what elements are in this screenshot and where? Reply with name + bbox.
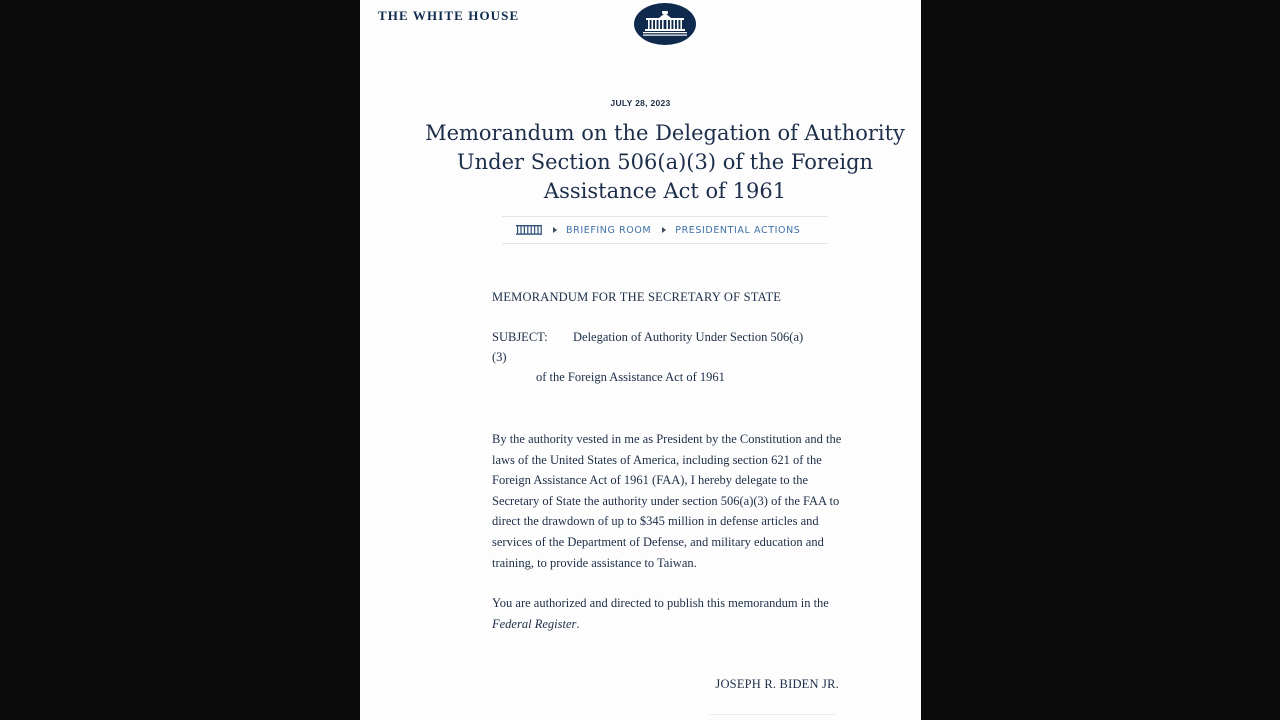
memo-subject: [492, 327, 852, 367]
subject-line-2: (3): [492, 350, 507, 364]
publish-date: JULY 28, 2023: [610, 98, 671, 108]
body-paragraph-2: [492, 593, 852, 634]
body-paragraph-1: By the authority vested in me as President by the Constitution and the laws of the United States of America, including section 621 of the Foreign Assistance Act of 1961 (FAA), I hereby delegate to the Secretary of State the authority under section 506(a)(3) of the FAA to direct the drawdown of up to $345 million in defense articles and services of the Department of Defense, and military education and training, to provide assistance to Taiwan.: [492, 432, 842, 570]
chevron-right-icon: [553, 227, 557, 233]
subject-label: SUBJECT:: [492, 330, 548, 344]
divider: [710, 714, 835, 715]
memo-body: [492, 287, 852, 634]
body-paragraph-2-end: .: [576, 616, 580, 631]
body-paragraph-2-text: You are authorized and directed to publish this memorandum in the: [492, 596, 829, 611]
site-name-link[interactable]: THE WHITE HOUSE: [378, 8, 520, 23]
page-title: Memorandum on the Delegation of Authority Under Section 506(a)(3) of the Foreign Assistance Act of 1961: [425, 121, 905, 203]
white-house-seal-icon[interactable]: [634, 3, 696, 45]
subject-line-1: Delegation of Authority Under Section 506(a): [573, 330, 804, 344]
breadcrumb-presidential-actions[interactable]: PRESIDENTIAL ACTIONS: [675, 224, 801, 236]
breadcrumb-briefing-room[interactable]: BRIEFING ROOM: [566, 224, 652, 236]
breadcrumb: [502, 216, 828, 244]
page: [360, 0, 921, 720]
chevron-right-icon: [662, 227, 666, 233]
subject-line-3: of the Foreign Assistance Act of 1961: [536, 370, 725, 384]
signature: JOSEPH R. BIDEN JR.: [715, 677, 839, 691]
memo-addressee: MEMORANDUM FOR THE SECRETARY OF STATE: [492, 290, 782, 304]
white-house-icon[interactable]: [516, 224, 542, 236]
federal-register-title: Federal Register: [492, 616, 577, 631]
